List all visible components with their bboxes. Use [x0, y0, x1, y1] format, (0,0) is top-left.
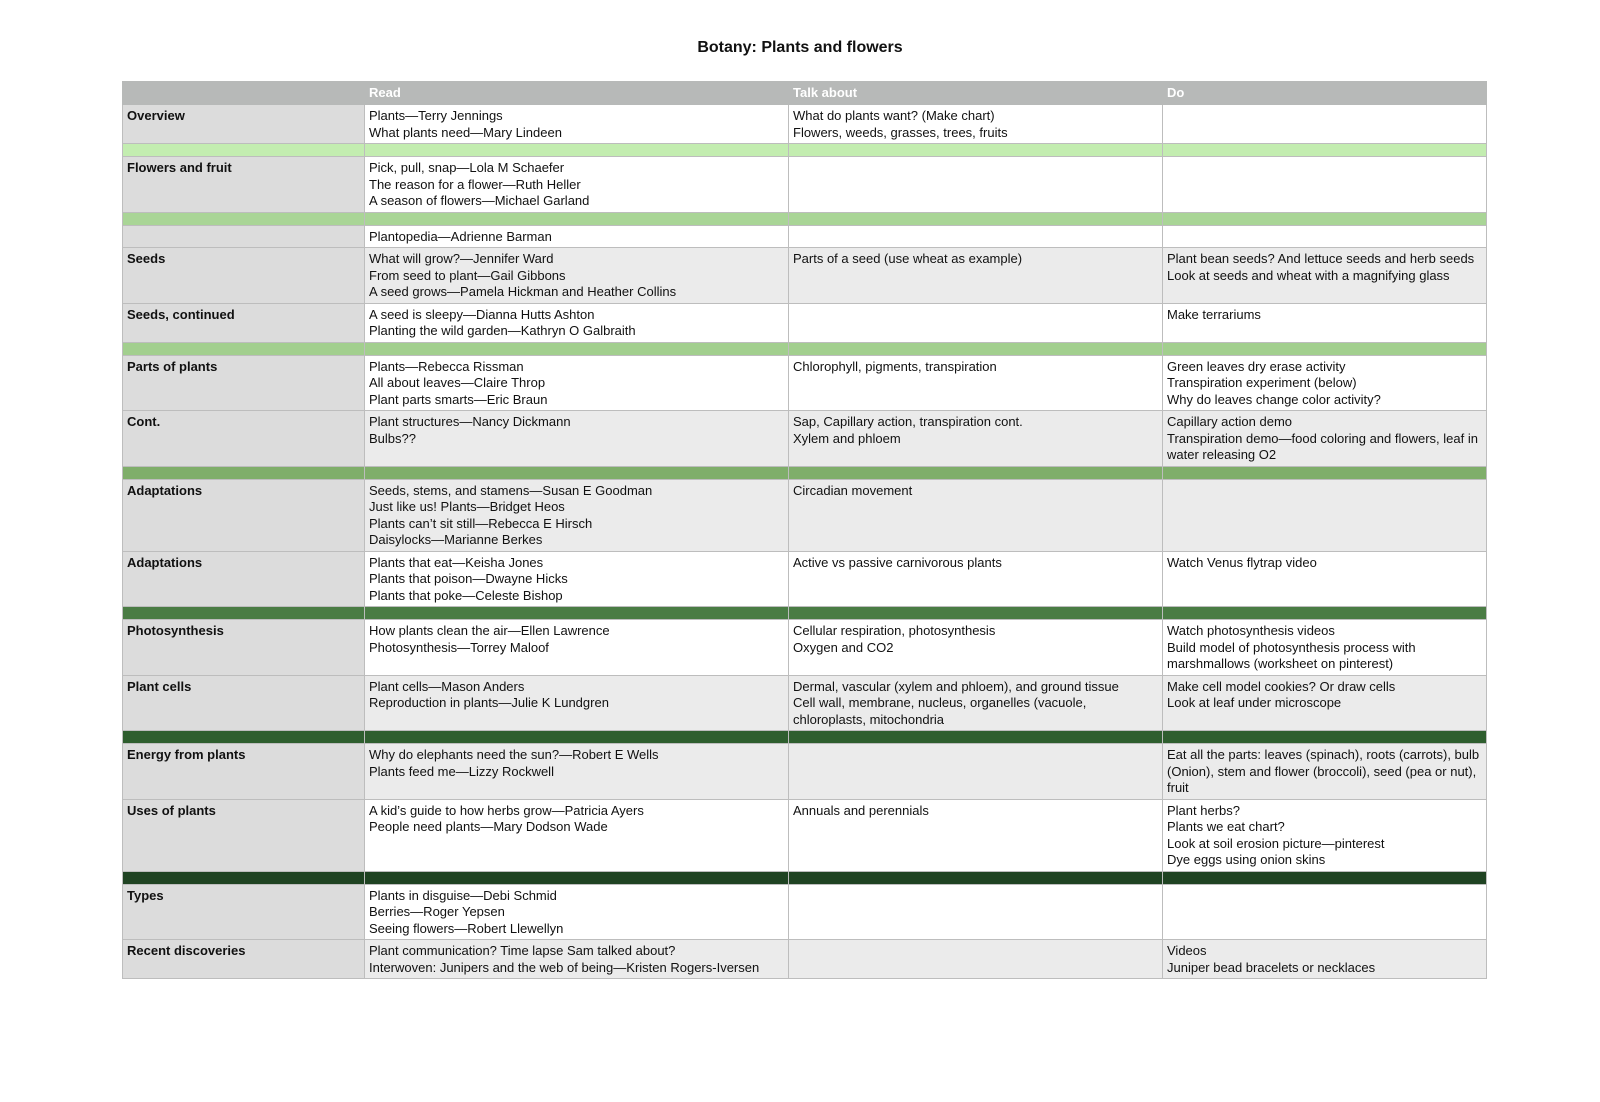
cell-line: Juniper bead bracelets or necklaces — [1167, 959, 1376, 975]
header-talk-about: Talk about — [789, 82, 1163, 105]
divider-cell — [365, 871, 789, 884]
table-row — [123, 225, 1487, 248]
do-cell — [1163, 105, 1487, 144]
do-cell — [1163, 884, 1487, 940]
cell-line: Plant communication? Time lapse Sam talked about? — [369, 943, 676, 958]
divider-cell — [789, 466, 1163, 479]
cell-line: Photosynthesis—Torrey Maloof — [369, 639, 549, 655]
cell-line: Just like us! Plants—Bridget Heos — [369, 499, 565, 514]
cell-line: Plantopedia—Adrienne Barman — [369, 228, 552, 244]
cell-line: The reason for a flower—Ruth Heller — [369, 176, 581, 192]
cell-line: Green leaves dry erase activity — [1167, 358, 1346, 374]
divider-cell — [123, 144, 365, 157]
cell-line: Flowers, weeds, grasses, trees, fruits — [793, 124, 1008, 140]
cell-line: Build model of photosynthesis process with marshmallows (worksheet on pinterest) — [1167, 639, 1416, 671]
cell-line: Berries—Roger Yepsen — [369, 904, 505, 919]
divider-cell — [123, 212, 365, 225]
cell-line: Transpiration experiment (below) — [1167, 375, 1357, 390]
cell-line: Chlorophyll, pigments, transpiration — [793, 358, 997, 374]
do-cell — [1163, 620, 1487, 676]
table-row — [123, 479, 1487, 551]
divider-cell — [1163, 212, 1487, 225]
cell-line: Eat all the parts: leaves (spinach), roots (carrots), bulb (Onion), stem and flower (broccoli), seed (pea or nut), fruit — [1167, 747, 1480, 795]
divider-cell — [123, 607, 365, 620]
row-label: Parts of plants — [123, 355, 365, 411]
cell-line: Why do leaves change color activity? — [1167, 391, 1381, 407]
divider-cell — [789, 212, 1163, 225]
cell-line: From seed to plant—Gail Gibbons — [369, 267, 566, 283]
cell-line: Watch photosynthesis videos — [1167, 623, 1335, 638]
table-row — [123, 248, 1487, 304]
row-label: Overview — [123, 105, 365, 144]
talk-about-cell — [789, 248, 1163, 304]
divider-cell — [365, 342, 789, 355]
cell-line: Plant cells—Mason Anders — [369, 678, 525, 694]
divider-cell — [365, 731, 789, 744]
row-label — [123, 225, 365, 248]
section-divider — [123, 607, 1487, 620]
read-cell — [365, 940, 789, 979]
section-divider — [123, 731, 1487, 744]
divider-cell — [789, 607, 1163, 620]
do-cell — [1163, 675, 1487, 731]
do-cell — [1163, 940, 1487, 979]
cell-line: What do plants want? (Make chart) — [793, 108, 995, 123]
divider-cell — [1163, 342, 1487, 355]
cell-line: Circadian movement — [793, 482, 913, 498]
table-row — [123, 105, 1487, 144]
cell-line: Bulbs?? — [369, 430, 416, 446]
cell-line: Plants in disguise—Debi Schmid — [369, 887, 557, 903]
cell-line: Plants we eat chart? — [1167, 819, 1285, 834]
cell-line: What will grow?—Jennifer Ward — [369, 251, 554, 266]
cell-line: Cellular respiration, photosynthesis — [793, 623, 996, 638]
read-cell — [365, 225, 789, 248]
cell-line: Make cell model cookies? Or draw cells — [1167, 678, 1396, 694]
header-blank — [123, 82, 365, 105]
read-cell — [365, 303, 789, 342]
cell-line: Plant bean seeds? And lettuce seeds and herb seeds — [1167, 251, 1475, 266]
talk-about-cell — [789, 157, 1163, 213]
cell-line: Seeing flowers—Robert Llewellyn — [369, 920, 564, 936]
table-row — [123, 551, 1487, 607]
table-row — [123, 411, 1487, 467]
do-cell — [1163, 551, 1487, 607]
section-divider — [123, 212, 1487, 225]
talk-about-cell — [789, 479, 1163, 551]
cell-line: Parts of a seed (use wheat as example) — [793, 251, 1023, 266]
divider-cell — [789, 342, 1163, 355]
table-row — [123, 620, 1487, 676]
read-cell — [365, 248, 789, 304]
divider-cell — [1163, 871, 1487, 884]
table-row — [123, 744, 1487, 800]
talk-about-cell — [789, 303, 1163, 342]
divider-cell — [1163, 607, 1487, 620]
talk-about-cell — [789, 884, 1163, 940]
divider-cell — [365, 212, 789, 225]
cell-line: Plants—Terry Jennings — [369, 108, 503, 123]
talk-about-cell — [789, 411, 1163, 467]
cell-line: Look at seeds and wheat with a magnifying glass — [1167, 267, 1450, 283]
row-label: Adaptations — [123, 479, 365, 551]
cell-line: Oxygen and CO2 — [793, 639, 894, 655]
do-cell — [1163, 303, 1487, 342]
read-cell — [365, 355, 789, 411]
cell-line: Daisylocks—Marianne Berkes — [369, 532, 543, 547]
cell-line: Make terrariums — [1167, 306, 1261, 322]
read-cell — [365, 884, 789, 940]
section-divider — [123, 342, 1487, 355]
divider-cell — [365, 466, 789, 479]
do-cell — [1163, 479, 1487, 551]
divider-cell — [789, 871, 1163, 884]
cell-line: Reproduction in plants—Julie K Lundgren — [369, 695, 609, 710]
talk-about-cell — [789, 620, 1163, 676]
row-label: Plant cells — [123, 675, 365, 731]
row-label: Photosynthesis — [123, 620, 365, 676]
divider-cell — [123, 342, 365, 355]
talk-about-cell — [789, 940, 1163, 979]
read-cell — [365, 799, 789, 871]
read-cell — [365, 479, 789, 551]
do-cell — [1163, 799, 1487, 871]
cell-line: Plant parts smarts—Eric Braun — [369, 391, 548, 407]
row-label: Seeds, continued — [123, 303, 365, 342]
cell-line: Dermal, vascular (xylem and phloem), and ground tissue — [793, 678, 1119, 694]
cell-line: Plants feed me—Lizzy Rockwell — [369, 763, 554, 779]
table-row — [123, 303, 1487, 342]
divider-cell — [789, 731, 1163, 744]
talk-about-cell — [789, 355, 1163, 411]
cell-line: Annuals and perennials — [793, 802, 929, 818]
cell-line: Interwoven: Junipers and the web of being—Kristen Rogers-Iversen — [369, 959, 760, 975]
divider-cell — [1163, 731, 1487, 744]
cell-line: Pick, pull, snap—Lola M Schaefer — [369, 160, 565, 175]
header-read: Read — [365, 82, 789, 105]
cell-line: Xylem and phloem — [793, 430, 901, 446]
cell-line: A kid’s guide to how herbs grow—Patricia Ayers — [369, 802, 644, 818]
cell-line: Watch Venus flytrap video — [1167, 554, 1317, 570]
read-cell — [365, 411, 789, 467]
talk-about-cell — [789, 799, 1163, 871]
divider-cell — [123, 871, 365, 884]
cell-line: Transpiration demo—food coloring and flowers, leaf in water releasing O2 — [1167, 430, 1478, 462]
row-label: Seeds — [123, 248, 365, 304]
cell-line: Plant herbs? — [1167, 802, 1240, 818]
do-cell — [1163, 411, 1487, 467]
row-label: Energy from plants — [123, 744, 365, 800]
section-divider — [123, 466, 1487, 479]
cell-line: All about leaves—Claire Throp — [369, 375, 546, 390]
table-row — [123, 884, 1487, 940]
cell-line: Sap, Capillary action, transpiration cont. — [793, 414, 1023, 429]
cell-line: Plants that poison—Dwayne Hicks — [369, 571, 568, 586]
cell-line: Look at soil erosion picture—pinterest — [1167, 835, 1385, 851]
cell-line: Planting the wild garden—Kathryn O Galbraith — [369, 323, 636, 338]
read-cell — [365, 620, 789, 676]
divider-cell — [789, 144, 1163, 157]
row-label: Flowers and fruit — [123, 157, 365, 213]
talk-about-cell — [789, 551, 1163, 607]
cell-line: Seeds, stems, and stamens—Susan E Goodman — [369, 482, 653, 498]
row-label: Uses of plants — [123, 799, 365, 871]
read-cell — [365, 744, 789, 800]
cell-line: Why do elephants need the sun?—Robert E Wells — [369, 747, 659, 762]
cell-line: A season of flowers—Michael Garland — [369, 193, 590, 208]
read-cell — [365, 105, 789, 144]
row-label: Recent discoveries — [123, 940, 365, 979]
cell-line: Active vs passive carnivorous plants — [793, 554, 1002, 570]
cell-line: Plants—Rebecca Rissman — [369, 358, 524, 374]
do-cell — [1163, 157, 1487, 213]
cell-line: Capillary action demo — [1167, 414, 1293, 429]
do-cell — [1163, 744, 1487, 800]
talk-about-cell — [789, 675, 1163, 731]
table-body — [123, 105, 1487, 979]
cell-line: Videos — [1167, 943, 1207, 958]
table-row — [123, 157, 1487, 213]
talk-about-cell — [789, 744, 1163, 800]
section-divider — [123, 871, 1487, 884]
cell-line: A seed is sleepy—Dianna Hutts Ashton — [369, 306, 595, 322]
read-cell — [365, 157, 789, 213]
table-row — [123, 355, 1487, 411]
cell-line: Plants that poke—Celeste Bishop — [369, 587, 563, 603]
cell-line: How plants clean the air—Ellen Lawrence — [369, 623, 610, 638]
botany-table — [122, 81, 1487, 979]
do-cell — [1163, 225, 1487, 248]
table-row — [123, 675, 1487, 731]
cell-line: Look at leaf under microscope — [1167, 695, 1342, 710]
cell-line: What plants need—Mary Lindeen — [369, 124, 562, 140]
talk-about-cell — [789, 225, 1163, 248]
cell-line: Plants can’t sit still—Rebecca E Hirsch — [369, 515, 593, 531]
read-cell — [365, 551, 789, 607]
table-row — [123, 799, 1487, 871]
row-label: Adaptations — [123, 551, 365, 607]
row-label: Types — [123, 884, 365, 940]
divider-cell — [1163, 144, 1487, 157]
cell-line: Plant structures—Nancy Dickmann — [369, 414, 571, 429]
divider-cell — [123, 731, 365, 744]
cell-line: Dye eggs using onion skins — [1167, 852, 1326, 867]
header-do: Do — [1163, 82, 1487, 105]
row-label: Cont. — [123, 411, 365, 467]
divider-cell — [365, 607, 789, 620]
section-divider — [123, 144, 1487, 157]
read-cell — [365, 675, 789, 731]
cell-line: People need plants—Mary Dodson Wade — [369, 819, 608, 834]
do-cell — [1163, 248, 1487, 304]
table-row — [123, 940, 1487, 979]
cell-line: Cell wall, membrane, nucleus, organelles (vacuole, chloroplasts, mitochondria — [793, 695, 1087, 727]
cell-line: Plants that eat—Keisha Jones — [369, 554, 544, 570]
divider-cell — [123, 466, 365, 479]
header-row — [123, 82, 1487, 105]
do-cell — [1163, 355, 1487, 411]
cell-line: A seed grows—Pamela Hickman and Heather Collins — [369, 284, 677, 299]
divider-cell — [1163, 466, 1487, 479]
page-title: Botany: Plants and flowers — [697, 39, 903, 56]
talk-about-cell — [789, 105, 1163, 144]
divider-cell — [365, 144, 789, 157]
